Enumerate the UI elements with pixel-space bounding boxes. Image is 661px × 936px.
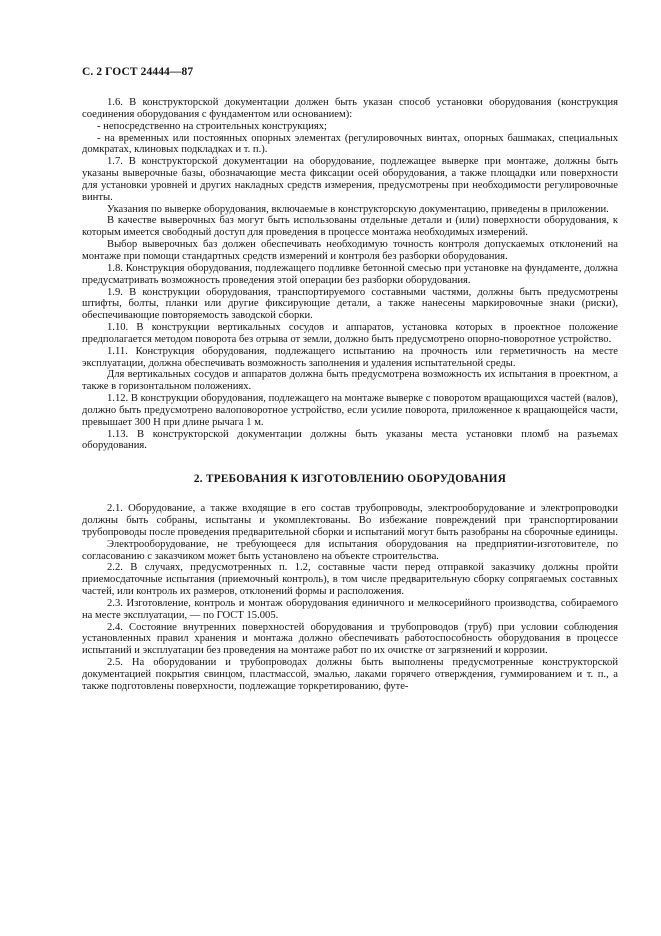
paragraph: Для вертикальных сосудов и аппаратов должна быть предусмотрена возможность их испытания в проектном, а также в горизонтальном положениях.: [82, 369, 618, 393]
list-item: - на временных или постоянных опорных элементах (регулировочных винтах, опорных башмаках, специальных домкратах, клиновых подкладках и т. п.).: [82, 132, 618, 156]
paragraph-1-6: 1.6. В конструкторской документации должен быть указан способ установки оборудования (конструкция соединения оборудования с фундаментом или основанием):: [82, 97, 618, 120]
paragraph-1-13: 1.13. В конструкторской документации должны быть указаны места установки пломб на разъемах оборудования.: [82, 428, 618, 452]
list-item: - непосредственно на строительных конструкциях;: [97, 120, 328, 132]
paragraph: Электрооборудование, не требующееся для испытания оборудования на предприятии-изготовителе, по согласованию с заказчиком может быть установлено на объекте строительства.: [82, 538, 618, 562]
paragraph-1-8: 1.8. Конструкция оборудования, подлежащего подливке бетонной смесью при установке на фундаменте, должна предусматривать возможность проведения этой операции без разборки оборудования.: [82, 262, 618, 286]
paragraph-2-1: 2.1. Оборудование, а также входящие в его состав трубопроводы, электрооборудование и электропроводки должны быть собраны, испытаны и укомплектованы. Во избежание повреждений при транспортировании трубопроводы после проведения предварительной сборки и испытаний могут быть разобраны на сборочные единицы.: [82, 503, 618, 538]
document-body: [82, 97, 618, 693]
section-2-title: 2. ТРЕБОВАНИЯ К ИЗГОТОВЛЕНИЮ ОБОРУДОВАНИЯ: [193, 473, 507, 486]
paragraph-2-5: 2.5. На оборудовании и трубопроводах должны быть выполнены предусмотренные конструкторской документацией покрытия свинцом, пластмассой, эмалью, лаками горячего отверждения, гуммированием и т. п., а также подготовлены поверхности, подлежащие торкретированию, футе-: [82, 657, 618, 692]
paragraph-1-12: 1.12. В конструкции оборудования, подлежащего на монтаже выверке с поворотом вращающихся частей (валов), должно быть предусмотрено валоповоротное устройство, если усилие поворота, приложенное к вращающейся части, превышает 300 Н при длине рычага 1 м.: [82, 393, 618, 428]
paragraph-1-9: 1.9. В конструкции оборудования, транспортируемого составными частями, должны быть предусмотрены штифты, болты, планки или другие фиксирующие детали, а также нанесены маркировочные знаки (риски), обеспечивающие повторяемость заводской сборки.: [82, 286, 618, 322]
paragraph: Выбор выверочных баз должен обеспечивать необходимую точность контроля допускаемых отклонений на монтаже при помощи стандартных средств измерений и контроля без разборки оборудования.: [82, 239, 618, 262]
paragraph-1-7: 1.7. В конструкторской документации на оборудование, подлежащее выверке при монтаже, должны быть указаны выверочные базы, обозначающие места фиксации осей оборудования, а также площадки или поверхности для установки уровней и других накладных средств измерения, предусмотрены при необходимости регулировочные винты.: [82, 156, 618, 203]
paragraph: В качестве выверочных баз могут быть использованы отдельные детали и (или) поверхности оборудования, к которым имеется свободный доступ для проведения в процессе монтажа необходимых измерений.: [82, 215, 618, 239]
paragraph-1-11: 1.11. Конструкция оборудования, подлежащего испытанию на прочность или герметичность на месте эксплуатации, должна обеспечивать возможность заполнения и удаления испытательной среды.: [82, 345, 618, 369]
paragraph-2-2: 2.2. В случаях, предусмотренных п. 1.2, составные части перед отправкой заказчику должны пройти приемосдаточные испытания (приемочный контроль), в том числе предварительную сборку сопрягаемых составных частей, или контроль их размеров, отклонений формы и расположения.: [82, 562, 618, 598]
paragraph-1-10: 1.10. В конструкции вертикальных сосудов и аппаратов, установка которых в проектное положение предполагается методом поворота без отрыва от земли, должно быть предусмотрено опорно-поворотное устройство.: [82, 322, 618, 345]
paragraph: Указания по выверке оборудования, включаемые в конструкторскую документацию, приведены в приложении.: [107, 203, 609, 215]
page-header: С. 2 ГОСТ 24444—87: [82, 66, 194, 78]
paragraph-2-4: 2.4. Состояние внутренних поверхностей оборудования и трубопроводов (труб) при условии соблюдения установленных правил хранения и монтажа должно обеспечивать работоспособность оборудования в процессе испытаний и эксплуатации без проведения на монтаже работ по их очистке от загрязнений и коррозии.: [82, 621, 618, 657]
paragraph-2-3: 2.3. Изготовление, контроль и монтаж оборудования единичного и мелкосерийного производства, собираемого на месте эксплуатации, — по ГОСТ 15.005.: [82, 597, 618, 621]
